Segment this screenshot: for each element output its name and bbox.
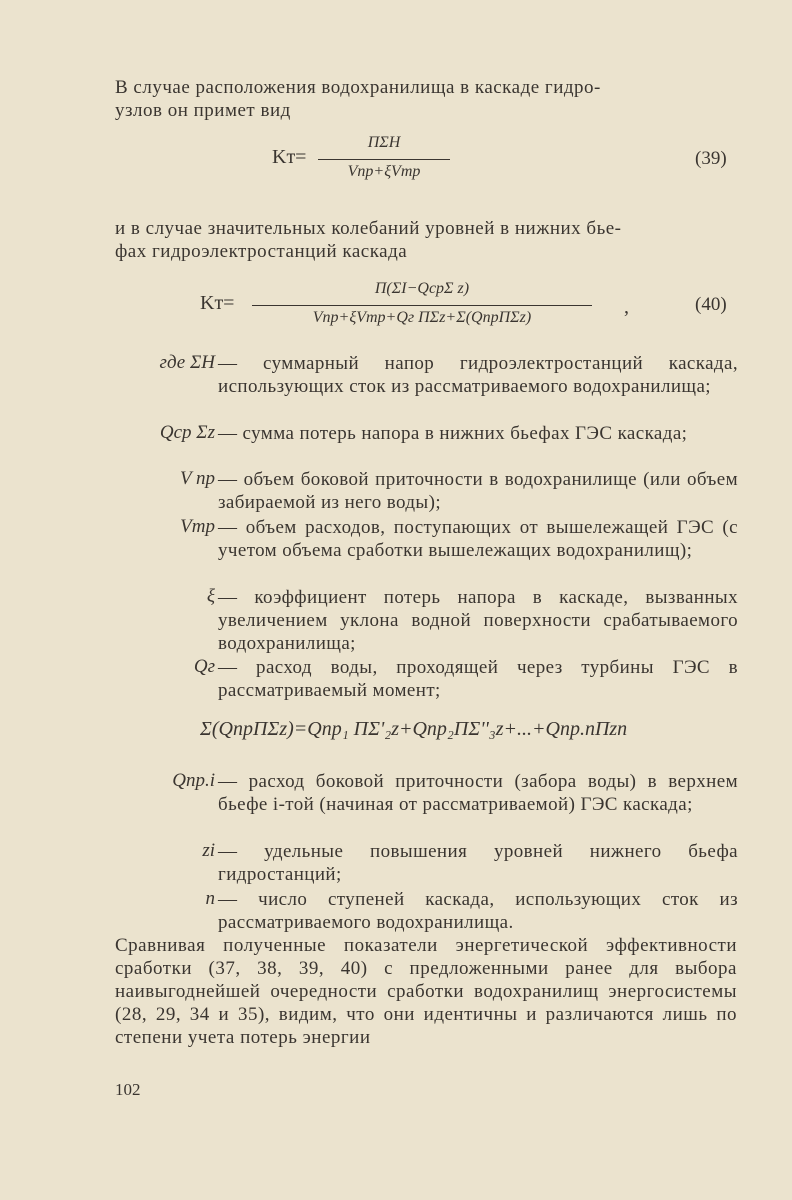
eq40-numerator: П(ΣI−QсрΣ z) (374, 280, 470, 297)
def-term: Vтр (180, 516, 215, 537)
def-term: где ΣH (159, 352, 215, 373)
conclusion-paragraph: Сравнивая полученные показатели энергетической эффективности сработки (37, 38, 39, 40) с предложенными ранее для выбора наивыгоднейшей очередности сработки водохранилищ энергосистемы (28, 29, 34 и 35), видим, что они идентичны и различаются лишь по степени учета потерь энергии (115, 935, 737, 1048)
def-text: — расход воды, проходящей через турбины ГЭС в рассматриваемый момент; (218, 657, 738, 701)
def-term: Qг (193, 656, 215, 677)
def2-text: — расход боковой приточности (забора воды) в верхнем бьефе i-той (начиная от рассматриваемой) ГЭС каскада; (218, 771, 738, 815)
mid-line-2: фах гидроэлектростанций каскада (115, 241, 408, 262)
def2-text: — число ступеней каскада, использующих сток из рассматриваемого водохранилища. (218, 889, 738, 933)
eq40-lhs: Kт= (200, 292, 235, 314)
def-term: Qср Σz (159, 422, 215, 443)
eq40-denominator: Vпр+ξVтр+Qг ПΣz+Σ(QпрПΣz) (312, 309, 532, 326)
intro-line-2: узлов он примет вид (115, 100, 291, 121)
def-term: ξ (206, 586, 215, 607)
sum-formula: Σ(QпрПΣz)=Qпр₁ ПΣ'₂z+Qпр₂ПΣ''₃z+...+Qпр.nПzn (200, 718, 628, 740)
def-text: — суммарный напор гидроэлектростанций каскада, использующих сток из рассматриваемого водохранилища; (218, 353, 738, 397)
eq39-lhs: Kт= (272, 146, 307, 168)
eq39-fraction-bar (318, 159, 450, 160)
intro-line-1: В случае расположения водохранилища в каскаде гидро- (115, 77, 601, 98)
def-text: — объем расходов, поступающих от вышележащей ГЭС (с учетом объема сработки вышележащих водохранилищ); (218, 517, 738, 561)
page-number: 102 (115, 1080, 141, 1099)
mid-paragraph (115, 217, 737, 263)
intro-paragraph (115, 76, 737, 122)
def-text: — объем боковой приточности в водохранилище (или объем забираемой из него воды); (218, 469, 738, 513)
def2-term: zi (202, 840, 215, 861)
def2-text: — удельные повышения уровней нижнего бьефа гидростанций; (218, 841, 738, 885)
eq39-denominator: Vпр+ξVтр (347, 163, 421, 180)
eq40-fraction-bar (252, 305, 592, 306)
def-text: — коэффициент потерь напора в каскаде, вызванных увеличением уклона водной поверхности срабатываемого водохранилища; (218, 587, 738, 654)
mid-line-1: и в случае значительных колебаний уровней в нижних бье- (115, 218, 622, 239)
def-term: V пр (179, 468, 215, 489)
def2-term: Qпр.i (172, 770, 215, 791)
eq39-number: (39) (695, 148, 727, 169)
eq39-numerator: ПΣH (367, 134, 401, 151)
eq40-number: (40) (695, 294, 727, 315)
eq40-comma: , (624, 296, 629, 318)
def-text: — сумма потерь напора в нижних бьефах ГЭС каскада; (218, 423, 688, 444)
def2-term: n (205, 888, 215, 909)
